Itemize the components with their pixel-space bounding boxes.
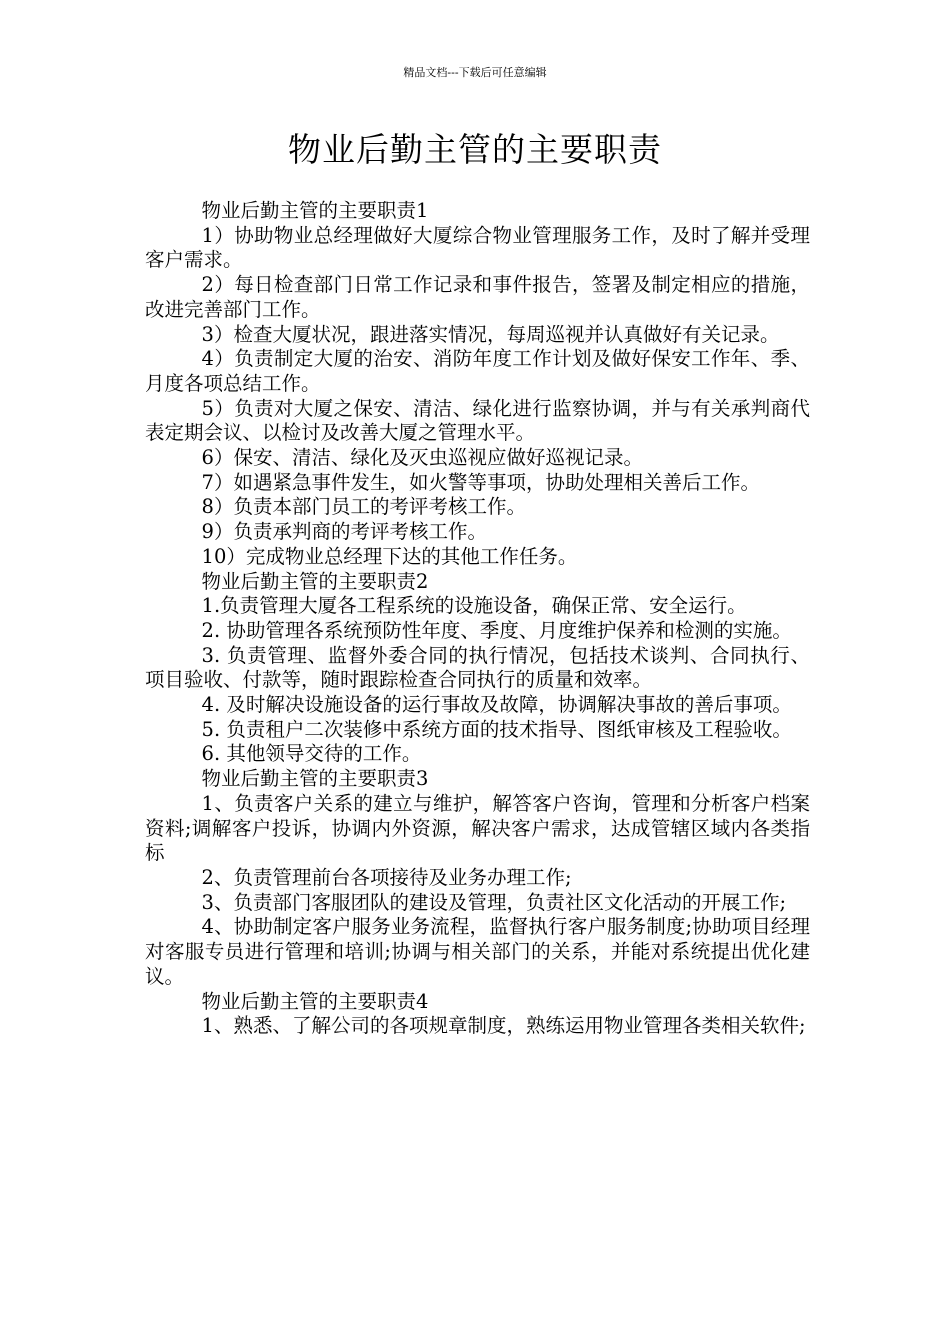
paragraph: 2、负责管理前台各项接待及业务办理工作; xyxy=(201,865,572,889)
paragraph: 1.负责管理大厦各工程系统的设施设备，确保正常、安全运行。 xyxy=(201,594,747,618)
paragraph: 9）负责承判商的考评考核工作。 xyxy=(201,520,487,544)
paragraph: 4、协助制定客户服务业务流程，监督执行客户服务制度;协助项目经理对客服专员进行管理和培训;协调与相关部门的关系，并能对系统提出优化建议。 xyxy=(145,915,810,988)
paragraph: 物业后勤主管的主要职责2 xyxy=(201,569,429,593)
paragraph: 6. 其他领导交待的工作。 xyxy=(201,742,422,766)
paragraph: 物业后勤主管的主要职责3 xyxy=(201,767,429,791)
paragraph: 1、熟悉、了解公司的各项规章制度，熟练运用物业管理各类相关软件; xyxy=(201,1014,806,1038)
document-body xyxy=(145,199,810,1039)
paragraph: 2. 协助管理各系统预防性年度、季度、月度维护保养和检测的实施。 xyxy=(201,618,792,642)
page-header: 精品文档---下载后可任意编辑 xyxy=(403,66,547,79)
paragraph: 5. 负责租户二次装修中系统方面的技术指导、图纸审核及工程验收。 xyxy=(201,717,792,741)
paragraph: 6）保安、清洁、绿化及灭虫巡视应做好巡视记录。 xyxy=(201,446,643,470)
paragraph: 5）负责对大厦之保安、清洁、绿化进行监察协调，并与有关承判商代表定期会议、以检讨及改善大厦之管理水平。 xyxy=(145,396,810,445)
paragraph: 1）协助物业总经理做好大厦综合物业管理服务工作，及时了解并受理客户需求。 xyxy=(145,223,810,272)
paragraph: 8）负责本部门员工的考评考核工作。 xyxy=(201,495,526,519)
paragraph: 3. 负责管理、监督外委合同的执行情况，包括技术谈判、合同执行、项目验收、付款等，随时跟踪检查合同执行的质量和效率。 xyxy=(145,643,810,692)
paragraph: 3）检查大厦状况，跟进落实情况，每周巡视并认真做好有关记录。 xyxy=(201,322,780,346)
paragraph: 4. 及时解决设施设备的运行事故及故障，协调解决事故的善后事项。 xyxy=(201,693,792,717)
paragraph: 1、负责客户关系的建立与维护，解答客户咨询，管理和分析客户档案资料;调解客户投诉，协调内外资源，解决客户需求，达成管辖区域内各类指标 xyxy=(145,791,810,865)
paragraph: 3、负责部门客服团队的建设及管理，负责社区文化活动的开展工作; xyxy=(201,890,787,914)
document-title: 物业后勤主管的主要职责 xyxy=(288,130,662,169)
paragraph: 4）负责制定大厦的治安、消防年度工作计划及做好保安工作年、季、月度各项总结工作。 xyxy=(145,347,810,395)
paragraph: 2）每日检查部门日常工作记录和事件报告，签署及制定相应的措施，改进完善部门工作。 xyxy=(145,273,810,321)
paragraph: 7）如遇紧急事件发生，如火警等事项，协助处理相关善后工作。 xyxy=(201,470,760,494)
paragraph: 物业后勤主管的主要职责1 xyxy=(201,199,429,222)
paragraph: 物业后勤主管的主要职责4 xyxy=(201,989,429,1013)
paragraph: 10）完成物业总经理下达的其他工作任务。 xyxy=(201,544,578,568)
